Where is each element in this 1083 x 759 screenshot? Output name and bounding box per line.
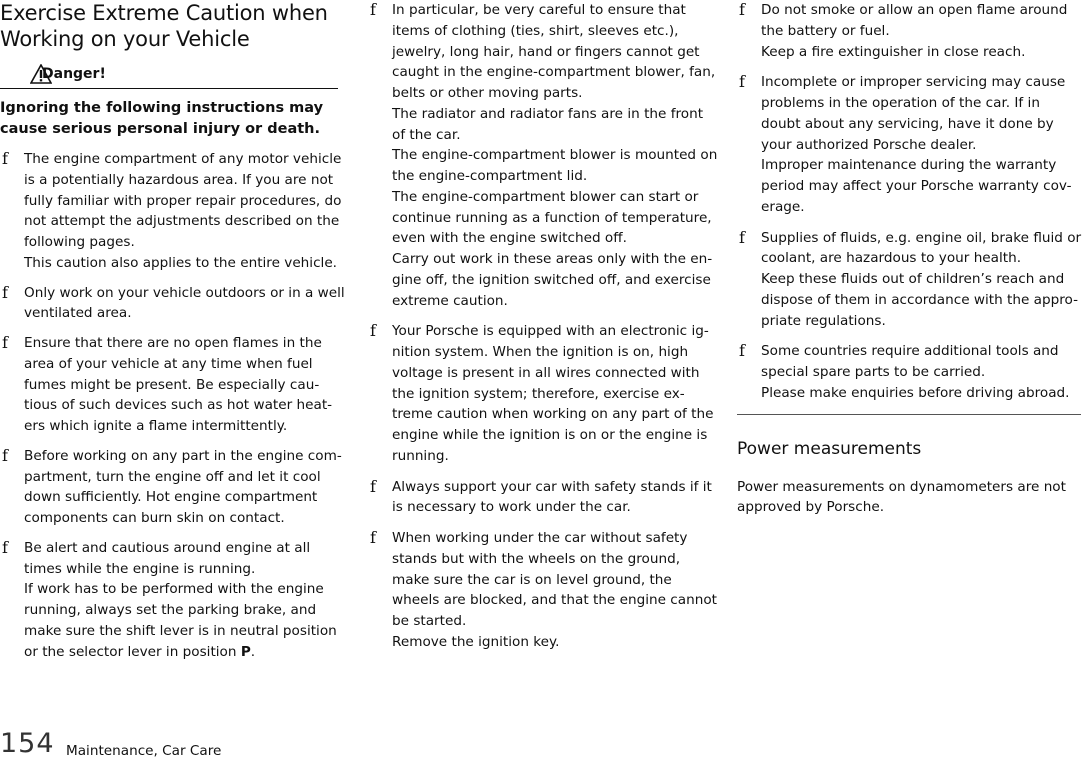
- item-paragraph: [392, 187, 718, 249]
- bullet-marker: f: [739, 72, 745, 92]
- item-paragraph: [761, 383, 1083, 404]
- left-column: [0, 0, 348, 671]
- bullet-marker: f: [370, 321, 376, 341]
- item-text: Your Porsche is equipped with an electronic ig-nition system. When the ignition is on, high voltage is present in all wires connected with the ignition system; therefore, exercise ex-treme caution when working on any part of the engine while the ignition is on or the engine is running.: [392, 323, 714, 464]
- bullet-marker: f: [739, 0, 745, 19]
- item-text: Improper maintenance during the warranty period may affect your Porsche warranty cov-erage.: [761, 157, 1072, 215]
- bullet-marker: f: [739, 341, 745, 361]
- bullet-marker: f: [370, 476, 376, 496]
- danger-label: Danger!: [42, 66, 106, 82]
- item-paragraph: [392, 528, 718, 632]
- item-paragraph: [761, 269, 1083, 331]
- item-text: Ensure that there are no open flames in the area of your vehicle at any time when fuel fumes might be present. Be especially cau-tious of such devices such as hot water heat-ers which ignite a flame intermittently.: [24, 335, 333, 434]
- item-paragraph: [392, 477, 718, 519]
- sentence-end: .: [250, 643, 256, 660]
- list-item: [0, 446, 348, 529]
- page-number: 154: [0, 728, 55, 759]
- item-text: Only work on your vehicle outdoors or in a well ventilated area.: [24, 284, 345, 322]
- item-text: The engine-compartment blower is mounted on the engine-compartment lid.: [392, 147, 718, 184]
- bullet-marker: f: [2, 445, 8, 465]
- list-item: [0, 283, 348, 325]
- list-item: [737, 0, 1083, 62]
- item-paragraph: [24, 149, 348, 253]
- list-item: [368, 528, 718, 653]
- power-measurements-heading: Power measurements: [737, 438, 922, 459]
- caution-list-left: [0, 149, 348, 662]
- item-text: The engine-compartment blower can start or continue running as a function of temperature, even with the engine switched off.: [392, 188, 712, 247]
- item-text: Always support your car with safety stands if it is necessary to work under the car.: [392, 478, 712, 516]
- item-paragraph: [761, 42, 1083, 63]
- item-text: Keep a fire extinguisher in close reach.: [761, 43, 1026, 60]
- bullet-marker: f: [2, 333, 8, 352]
- list-item: [0, 149, 348, 274]
- item-paragraph: [392, 0, 718, 104]
- item-text: In particular, be very careful to ensure that items of clothing (ties, shirt, sleeves etc.), jewelry, long hair, hand or fingers cannot get caught in the engine-compartment blower, fan, belts or other moving parts.: [392, 2, 716, 101]
- item-paragraph: [24, 333, 348, 437]
- list-item: [737, 72, 1083, 217]
- item-paragraph: [761, 155, 1083, 217]
- section-divider: [737, 414, 1081, 415]
- item-paragraph: [24, 538, 348, 580]
- item-text: Keep these fluids out of children’s reach and dispose of them in accordance with the appro-priate regulations.: [761, 271, 1079, 329]
- power-measurements-text: Power measurements on dynamometers are not approved by Porsche.: [737, 478, 1066, 516]
- list-item: [737, 228, 1083, 332]
- item-text: This caution also applies to the entire vehicle.: [24, 254, 338, 271]
- item-paragraph: [392, 104, 718, 146]
- list-item: [737, 341, 1083, 403]
- item-text: The radiator and radiator fans are in the front of the car.: [392, 105, 704, 143]
- item-text: Please make enquiries before driving abroad.: [761, 384, 1070, 401]
- caution-list-middle: [368, 0, 718, 653]
- danger-statement: Ignoring the following instructions may cause serious personal injury or death.: [0, 100, 324, 137]
- danger-header: [0, 62, 338, 89]
- item-paragraph: [761, 72, 1083, 155]
- item-paragraph: [24, 579, 348, 662]
- item-text: Incomplete or improper servicing may cause problems in the operation of the car. If in doubt about any servicing, have it done by your authorized Porsche dealer.: [761, 74, 1066, 153]
- item-text: The engine compartment of any motor vehicle is a potentially hazardous area. If you are not fully familiar with proper repair procedures, do not attempt the adjustments described on the following pages.: [24, 151, 342, 250]
- list-item: [0, 333, 348, 437]
- item-text: Some countries require additional tools and special spare parts to be carried.: [761, 343, 1059, 380]
- item-paragraph: [392, 145, 718, 187]
- item-text: Remove the ignition key.: [392, 633, 560, 650]
- item-text: When working under the car without safety stands but with the wheels on the ground, make sure the car is on level ground, the wheels are blocked, and that the engine cannot be started.: [392, 530, 717, 629]
- item-paragraph: [761, 341, 1083, 383]
- item-paragraph: [761, 228, 1083, 270]
- chapter-title: Maintenance, Car Care: [66, 743, 222, 759]
- caution-list-right: [737, 0, 1083, 404]
- right-column: [737, 0, 1083, 518]
- item-paragraph: [761, 0, 1083, 42]
- list-item: [368, 0, 718, 311]
- bullet-marker: f: [370, 528, 376, 547]
- item-paragraph: [24, 283, 348, 325]
- list-item: [368, 477, 718, 519]
- item-paragraph: [392, 249, 718, 311]
- bullet-marker: f: [739, 227, 745, 247]
- item-paragraph: [24, 446, 348, 529]
- item-text: Before working on any part in the engine com-partment, turn the engine off and let it cool down sufficiently. Hot engine compartment components can burn skin on contact.: [24, 447, 342, 526]
- item-paragraph: [392, 632, 718, 653]
- section-heading: Exercise Extreme Caution when Working on your Vehicle: [0, 1, 328, 51]
- item-text: Do not smoke or allow an open flame around the battery or fuel.: [761, 2, 1068, 39]
- item-text: Supplies of fluids, e.g. engine oil, brake fluid or coolant, are hazardous to your health.: [761, 229, 1082, 267]
- bullet-marker: f: [2, 537, 8, 557]
- item-text: If work has to be performed with the engine running, always set the parking brake, and make sure the shift lever is in neutral position or the selector lever in position: [24, 581, 337, 660]
- item-text: Be alert and cautious around engine at all times while the engine is running.: [24, 539, 311, 577]
- selector-position: P: [240, 643, 251, 660]
- item-text: Carry out work in these areas only with the en-gine off, the ignition switched off, and exercise extreme caution.: [392, 251, 713, 309]
- list-item: [0, 538, 348, 663]
- bullet-marker: f: [2, 282, 8, 302]
- item-paragraph: [24, 253, 348, 274]
- bullet-marker: f: [370, 0, 376, 19]
- item-paragraph: [392, 321, 718, 466]
- middle-column: [368, 0, 718, 663]
- bullet-marker: f: [2, 149, 8, 168]
- list-item: [368, 321, 718, 466]
